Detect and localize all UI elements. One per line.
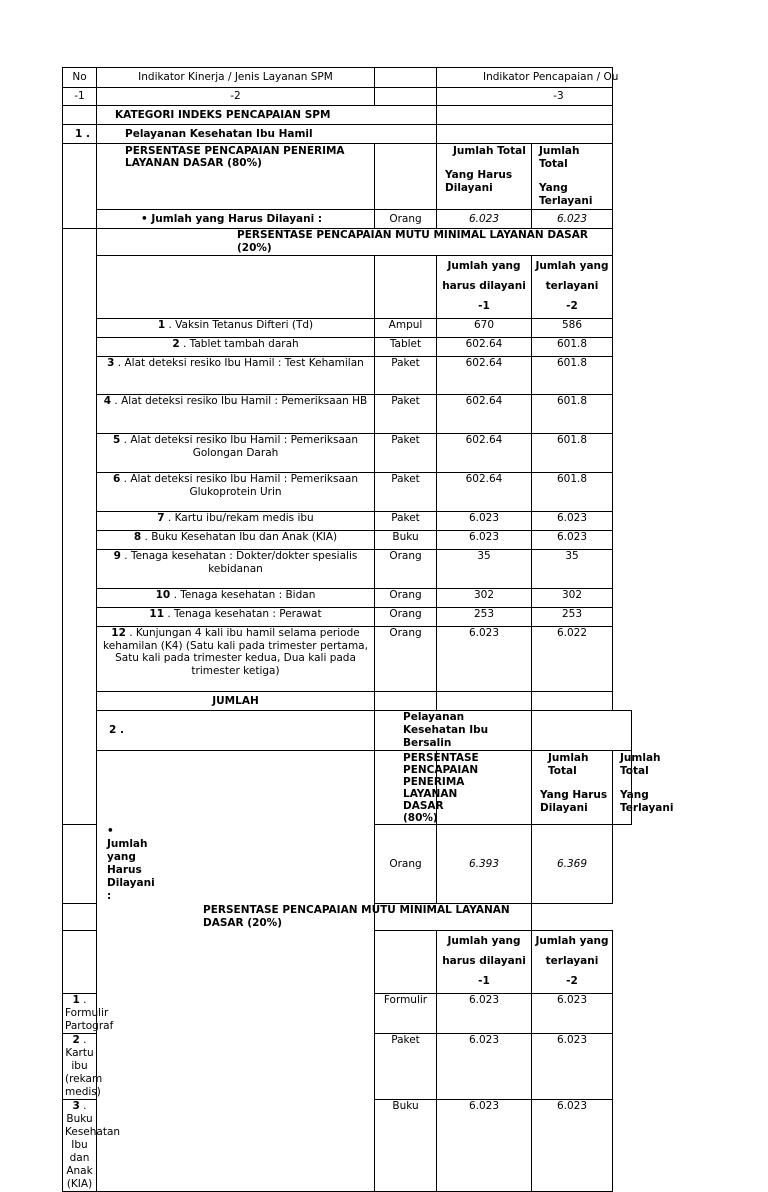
section2-title: Pelayanan Kesehatan Ibu Bersalin <box>375 711 532 751</box>
s2-item-2-num: 2 <box>72 1034 80 1046</box>
s1-item-9 <box>63 550 632 589</box>
s1-item-1-num: 1 <box>157 319 166 331</box>
section2-harus-label: • Jumlah yang Harus Dilayani : <box>63 825 97 904</box>
s1-item-9-num: 9 <box>113 550 121 562</box>
s1-item-4-v1: 602.64 <box>437 395 532 434</box>
section1-jt2-a: Jumlah Total <box>539 145 580 170</box>
section2-jy2-b: terlayani <box>545 955 599 967</box>
section1-harus-v2: 6.023 <box>532 210 613 229</box>
s1-item-12-num: 12 <box>111 627 126 639</box>
section1-harus-label: • Jumlah yang Harus Dilayani : <box>97 210 375 229</box>
s1-item-6-unit: Paket <box>375 473 437 512</box>
section2-row <box>63 711 632 751</box>
section1-jt1 <box>437 144 532 210</box>
section2-jy2-a: Jumlah yang <box>535 935 609 947</box>
section1-penerima-label: PERSENTASE PENCAPAIAN PENERIMA LAYANAN DASAR (80%) <box>97 144 375 210</box>
section1-jt2-c: Terlayani <box>539 195 593 207</box>
s1-item-12-unit: Orang <box>375 627 437 692</box>
section1-jt1-c: Dilayani <box>445 182 493 194</box>
num-empty <box>375 88 437 106</box>
kategori-row <box>63 106 632 125</box>
s1-item-9-v1: 35 <box>437 550 532 589</box>
s1-item-1-v2: 586 <box>532 319 613 338</box>
section2-jy2-c: -2 <box>566 975 578 987</box>
section2-harus-v1: 6.393 <box>437 825 532 904</box>
s1-item-10-v2: 302 <box>532 589 613 608</box>
s1-item-5-unit: Paket <box>375 434 437 473</box>
s1-item-6-v2: 601.8 <box>532 473 613 512</box>
s1-item-11-label: . Tenaga kesehatan : Perawat <box>164 608 322 620</box>
s1-item-3-v2: 601.8 <box>532 357 613 395</box>
section2-jt1-c: Dilayani <box>540 802 588 814</box>
s1-item-6-v1: 602.64 <box>437 473 532 512</box>
s2-item-2-label: . Kartu ibu (rekam medis) <box>65 1034 103 1098</box>
s1-item-6-num: 6 <box>113 473 121 485</box>
s1-item-5-label: . Alat deteksi resiko Ibu Hamil : Pemeriksaan Golongan Darah <box>120 434 358 459</box>
s1-item-1-v1: 670 <box>437 319 532 338</box>
s2-item-1-v2: 6.023 <box>532 994 613 1034</box>
section2-mutu-label: PERSENTASE PENCAPAIAN MUTU MINIMAL LAYANAN DASAR (20%) <box>63 904 532 931</box>
section1-penerima-row <box>63 144 632 210</box>
section2-jt1 <box>532 751 613 825</box>
section2-penerima-row <box>63 751 632 825</box>
s1-item-7-v2: 6.023 <box>532 512 613 531</box>
section1-jy1-b: harus dilayani <box>442 280 526 292</box>
s1-item-7-unit: Paket <box>375 512 437 531</box>
s1-item-2-num: 2 <box>172 338 180 350</box>
s1-item-8-num: 8 <box>133 531 142 543</box>
section2-jy1-a: Jumlah yang <box>447 935 521 947</box>
section2-jy1 <box>437 931 532 994</box>
s1-item-4 <box>63 395 632 434</box>
section1-row <box>63 125 632 144</box>
s1-jumlah-label: JUMLAH <box>97 692 375 711</box>
s1-item-6 <box>63 473 632 512</box>
s1-item-3-unit: Paket <box>375 357 437 395</box>
s2-item-2-v2: 6.023 <box>532 1034 613 1100</box>
s1-item-8-v2: 6.023 <box>532 531 613 550</box>
section2-jy1-c: -1 <box>478 975 490 987</box>
s2-item-3-unit: Buku <box>375 1100 437 1192</box>
s1-item-7 <box>63 512 632 531</box>
s2-item-1-label: . Formulir Partograf <box>65 994 114 1032</box>
s1-item-5 <box>63 434 632 473</box>
s1-item-4-label: . Alat deteksi resiko Ibu Hamil : Pemeriksaan HB <box>111 395 368 407</box>
s1-item-11 <box>63 608 632 627</box>
header-empty <box>375 68 437 88</box>
header-pencapaian: Indikator Pencapaian / Ou <box>437 68 613 88</box>
section1-harus-unit: Orang <box>375 210 437 229</box>
s1-item-3-v1: 602.64 <box>437 357 532 395</box>
section2-mutu-row <box>63 904 632 931</box>
s1-item-7-num: 7 <box>157 512 165 524</box>
s1-item-11-unit: Orang <box>375 608 437 627</box>
section1-mutu-label: PERSENTASE PENCAPAIAN MUTU MINIMAL LAYANAN DASAR (20%) <box>97 229 613 256</box>
s1-item-9-unit: Orang <box>375 550 437 589</box>
s1-item-7-v1: 6.023 <box>437 512 532 531</box>
section2-jt1-a: Jumlah Total <box>548 752 589 777</box>
section1-jy1-a: Jumlah yang <box>447 260 521 272</box>
num-3: -3 <box>437 88 613 106</box>
header-row <box>63 68 632 88</box>
s1-item-12 <box>63 627 632 692</box>
s1-item-11-v1: 253 <box>437 608 532 627</box>
s1-item-5-v2: 601.8 <box>532 434 613 473</box>
s1-item-12-v1: 6.023 <box>437 627 532 692</box>
section2-penerima-label: PERSENTASE PENCAPAIAN PENERIMA LAYANAN DASAR (80%) <box>375 751 437 825</box>
section1-jt1-b: Yang Harus <box>445 169 513 181</box>
s1-item-4-unit: Paket <box>375 395 437 434</box>
s1-item-4-num: 4 <box>103 395 112 407</box>
s2-item-3-num: 3 <box>72 1100 80 1112</box>
s1-item-5-v1: 602.64 <box>437 434 532 473</box>
section2-jy2 <box>532 931 613 994</box>
spreadsheet <box>62 67 674 1192</box>
s1-item-2-v2: 601.8 <box>532 338 613 357</box>
s1-item-4-v2: 601.8 <box>532 395 613 434</box>
header-indikator: Indikator Kinerja / Jenis Layanan SPM <box>97 68 375 88</box>
section1-harus-v1: 6.023 <box>437 210 532 229</box>
s2-item-2-unit: Paket <box>375 1034 437 1100</box>
s2-item-1-num: 1 <box>72 994 80 1006</box>
s1-item-8 <box>63 531 632 550</box>
section2-harus-unit: Orang <box>375 825 437 904</box>
section2-jt1-b: Yang Harus <box>540 789 608 801</box>
s1-item-10-unit: Orang <box>375 589 437 608</box>
s2-item-3-v2: 6.023 <box>532 1100 613 1192</box>
s1-jumlah-row <box>63 692 632 711</box>
section1-jy2 <box>532 256 613 319</box>
section1-jt2-b: Yang <box>539 182 568 194</box>
section1-jy2-b: terlayani <box>545 280 599 292</box>
section1-jy1-c: -1 <box>478 300 490 312</box>
s1-item-10-v1: 302 <box>437 589 532 608</box>
s1-item-3 <box>63 357 632 395</box>
s1-item-11-v2: 253 <box>532 608 613 627</box>
header-no: No <box>63 68 97 88</box>
section1-title: Pelayanan Kesehatan Ibu Hamil <box>97 125 437 144</box>
s1-item-5-num: 5 <box>113 434 121 446</box>
number-row <box>63 88 632 106</box>
section1-mutu-row <box>63 229 632 256</box>
s1-item-11-num: 11 <box>149 608 165 620</box>
section2-jy1-b: harus dilayani <box>442 955 526 967</box>
s2-item-3-label: . Buku Kesehatan Ibu dan Anak (KIA) <box>65 1100 121 1190</box>
s1-item-9-v2: 35 <box>532 550 613 589</box>
s2-item-1-v1: 6.023 <box>437 994 532 1034</box>
section1-jy1 <box>437 256 532 319</box>
s2-item-2-v1: 6.023 <box>437 1034 532 1100</box>
section1-jt1-a: Jumlah Total <box>453 145 526 157</box>
s2-item-1-unit: Formulir <box>375 994 437 1034</box>
section2-jt2-a: Jumlah Total <box>620 752 661 777</box>
s1-item-10 <box>63 589 632 608</box>
section1-harus-row <box>63 210 632 229</box>
kategori-label: KATEGORI INDEKS PENCAPAIAN SPM <box>97 106 437 125</box>
s1-item-7-label: . Kartu ibu/rekam medis ibu <box>164 512 314 524</box>
s1-item-3-label: . Alat deteksi resiko Ibu Hamil : Test Kehamilan <box>114 357 364 369</box>
s1-item-6-label: . Alat deteksi resiko Ibu Hamil : Pemeriksaan Glukoprotein Urin <box>120 473 358 498</box>
section2-no: 2 . <box>97 711 375 751</box>
s1-item-12-label: . Kunjungan 4 kali ibu hamil selama periode kehamilan (K4) (Satu kali pada trimester pertama, Satu kali pada trimester kedua, Dua kali pada trimester ketiga) <box>103 627 368 677</box>
s1-item-8-label: . Buku Kesehatan Ibu dan Anak (KIA) <box>141 531 338 543</box>
spm-table <box>62 67 674 1192</box>
s1-item-1-unit: Ampul <box>375 319 437 338</box>
s1-item-2-label: . Tablet tambah darah <box>179 338 299 350</box>
section1-jy2-c: -2 <box>566 300 578 312</box>
num-1: -1 <box>63 88 97 106</box>
section2-jt2-b: Yang <box>620 789 649 801</box>
section1-no: 1 . <box>63 125 97 144</box>
s1-item-2-unit: Tablet <box>375 338 437 357</box>
section1-jy-row <box>63 256 632 319</box>
s1-item-2-v1: 602.64 <box>437 338 532 357</box>
s1-item-1 <box>63 319 632 338</box>
section2-jt2 <box>613 751 674 825</box>
s1-item-3-num: 3 <box>107 357 115 369</box>
s1-item-2 <box>63 338 632 357</box>
s1-item-1-label: . Vaksin Tetanus Difteri (Td) <box>165 319 314 331</box>
s1-item-12-v2: 6.022 <box>532 627 613 692</box>
section1-jy2-a: Jumlah yang <box>535 260 609 272</box>
s1-item-10-num: 10 <box>155 589 171 601</box>
s1-item-10-label: . Tenaga kesehatan : Bidan <box>170 589 316 601</box>
num-2: -2 <box>97 88 375 106</box>
s1-item-9-label: . Tenaga kesehatan : Dokter/dokter spesialis kebidanan <box>120 550 358 575</box>
s1-item-8-unit: Buku <box>375 531 437 550</box>
section2-jt2-c: Terlayani <box>620 802 674 814</box>
s1-item-8-v1: 6.023 <box>437 531 532 550</box>
s2-item-3-v1: 6.023 <box>437 1100 532 1192</box>
section1-jt2 <box>532 144 613 210</box>
section2-harus-v2: 6.369 <box>532 825 613 904</box>
